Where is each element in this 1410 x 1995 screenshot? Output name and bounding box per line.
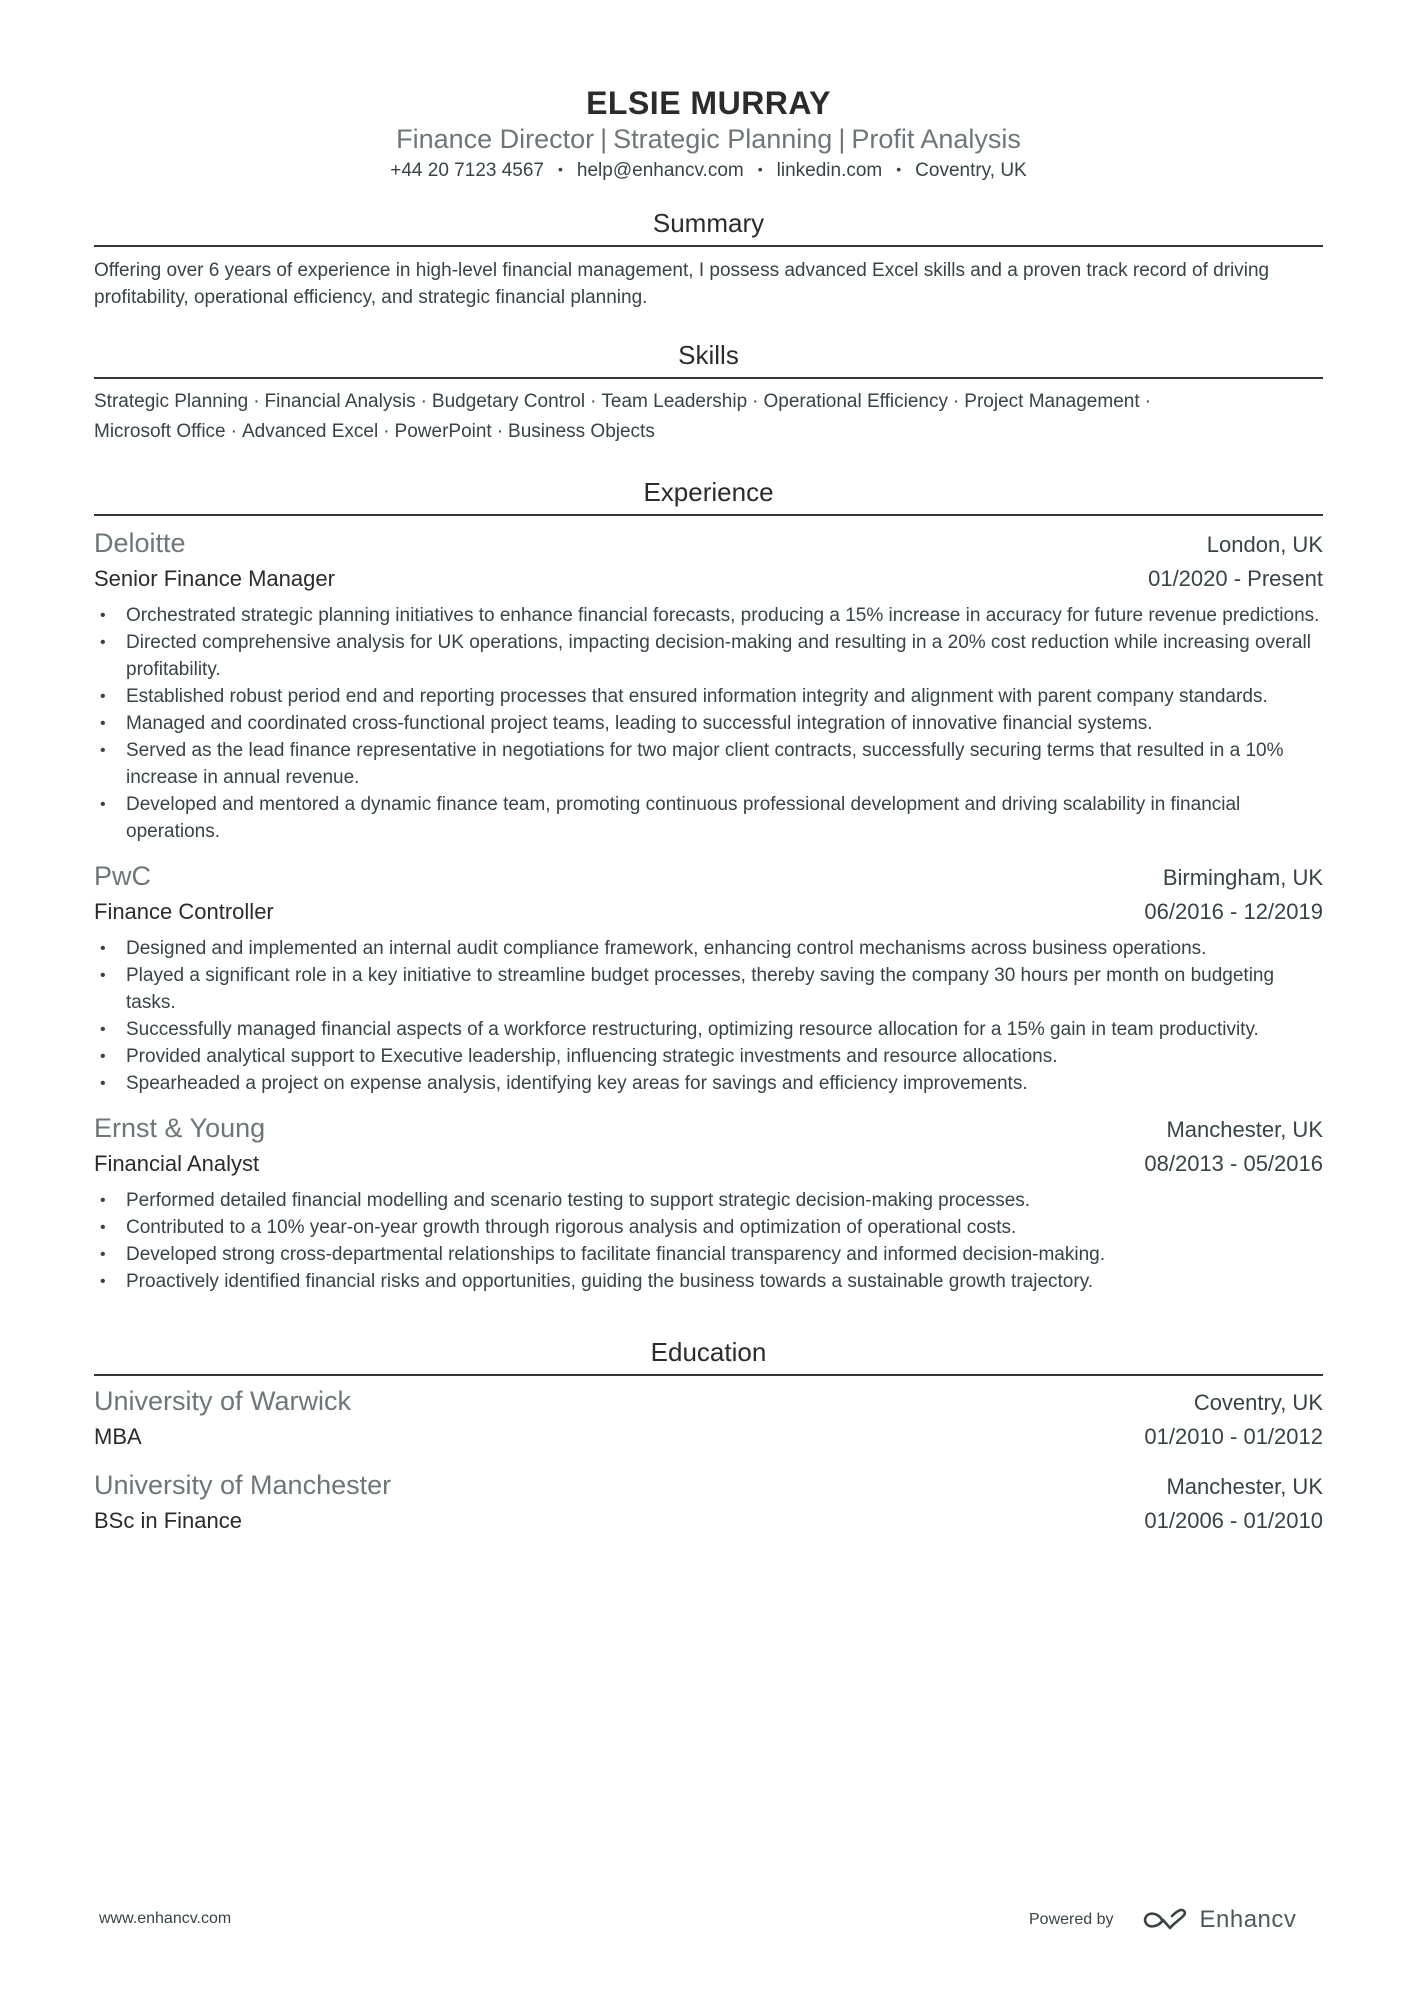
skill-item: PowerPoint bbox=[394, 421, 492, 442]
powered-by-badge[interactable] bbox=[1029, 1906, 1296, 1934]
company-name: PwC bbox=[94, 861, 152, 891]
powered-by-label: Powered by bbox=[1029, 1911, 1114, 1928]
bullet-item: • Provided analytical support to Executive leadership, influencing strategic investments and resource allocations. bbox=[94, 1043, 1323, 1070]
bullet-item: • Successfully managed financial aspects of a workforce restructuring, optimizing resource allocation for a 15% gain in team productivity. bbox=[94, 1016, 1323, 1043]
linkedin-link[interactable]: linkedin.com bbox=[776, 160, 883, 181]
degree: MBA bbox=[94, 1424, 142, 1449]
education-entry bbox=[94, 1468, 1323, 1538]
location: Coventry, UK bbox=[915, 160, 1027, 181]
bullet-item: • Played a significant role in a key initiative to streamline budget processes, thereby saving the company 30 hours per month on budgeting tasks. bbox=[94, 962, 1323, 1016]
bullet-item: • Developed strong cross-departmental relationships to facilitate financial transparency and informed decision-making. bbox=[94, 1241, 1323, 1268]
skill-item: Microsoft Office bbox=[94, 421, 226, 442]
job-bullets bbox=[94, 602, 1323, 845]
education-dates: 01/2010 - 01/2012 bbox=[1144, 1424, 1323, 1449]
education-dates: 01/2006 - 01/2010 bbox=[1144, 1508, 1323, 1533]
experience-entry bbox=[94, 859, 1323, 1097]
skill-separator: · bbox=[952, 391, 960, 412]
section-heading-experience: Experience bbox=[94, 475, 1323, 516]
job-location: London, UK bbox=[1206, 532, 1323, 557]
bullet-item: • Established robust period end and reporting processes that ensured information integrity and alignment with parent company standards. bbox=[94, 683, 1323, 710]
skill-item: Team Leadership bbox=[601, 391, 748, 412]
section-heading-education: Education bbox=[94, 1335, 1323, 1376]
headline bbox=[94, 122, 1323, 156]
school-name: University of Warwick bbox=[94, 1386, 352, 1416]
summary-section bbox=[94, 206, 1323, 311]
contact-info bbox=[94, 156, 1323, 184]
experience-entry bbox=[94, 526, 1323, 845]
headline-title-1: Finance Director bbox=[396, 124, 595, 154]
job-location: Birmingham, UK bbox=[1162, 865, 1323, 890]
skill-item: Operational Efficiency bbox=[763, 391, 948, 412]
skill-separator: · bbox=[230, 421, 237, 442]
skill-separator: · bbox=[752, 391, 759, 412]
skill-item: Strategic Planning bbox=[94, 391, 249, 412]
skill-item: Project Management bbox=[964, 391, 1140, 412]
job-dates: 01/2020 - Present bbox=[1148, 566, 1323, 591]
skill-item: Advanced Excel bbox=[241, 421, 379, 442]
headline-separator: | bbox=[600, 124, 608, 154]
skills-section bbox=[94, 338, 1323, 447]
resume-page bbox=[94, 0, 1323, 1538]
email-link[interactable]: help@enhancv.com bbox=[576, 160, 744, 181]
footer-website-link[interactable]: www.enhancv.com bbox=[99, 1910, 232, 1927]
job-title: Finance Controller bbox=[94, 899, 274, 924]
skill-item: Budgetary Control bbox=[431, 391, 586, 412]
education-entry bbox=[94, 1384, 1323, 1454]
bullet-item: • Proactively identified financial risks and opportunities, guiding the business towards a sustainable growth trajectory. bbox=[94, 1268, 1323, 1295]
bullet-item: • Directed comprehensive analysis for UK operations, impacting decision-making and resulting in a 20% cost reduction while increasing overall profitability. bbox=[94, 629, 1323, 683]
skill-separator: · bbox=[496, 421, 504, 442]
section-heading-summary: Summary bbox=[94, 206, 1323, 247]
headline-separator: | bbox=[838, 124, 846, 154]
bullet-item: • Served as the lead finance representative in negotiations for two major client contracts, successfully securing terms that resulted in a 10% increase in annual revenue. bbox=[94, 737, 1323, 791]
job-bullets bbox=[94, 935, 1323, 1097]
bullet-item: • Orchestrated strategic planning initiatives to enhance financial forecasts, producing a 15% increase in accuracy for future revenue predictions. bbox=[94, 602, 1323, 629]
experience-entry bbox=[94, 1111, 1323, 1295]
skill-item: Business Objects bbox=[508, 421, 655, 442]
bullet-item: • Contributed to a 10% year-on-year growth through rigorous analysis and optimization of operational costs. bbox=[94, 1214, 1323, 1241]
enhancv-wordmark: Enhancv bbox=[1199, 1906, 1297, 1933]
resume-header bbox=[94, 0, 1323, 184]
skill-separator: · bbox=[1144, 391, 1151, 412]
skill-separator: · bbox=[383, 421, 390, 442]
company-name: Ernst & Young bbox=[94, 1113, 266, 1143]
candidate-name: ELSIE MURRAY bbox=[586, 85, 831, 121]
company-name: Deloitte bbox=[94, 528, 186, 558]
bullet-item: • Managed and coordinated cross-functional project teams, leading to successful integration of innovative financial systems. bbox=[94, 710, 1323, 737]
school-location: Manchester, UK bbox=[1166, 1474, 1323, 1499]
skill-item: Financial Analysis bbox=[264, 391, 416, 412]
summary-text: Offering over 6 years of experience in high-level financial management, I possess advanced Excel skills and a proven track record of driving profitability, operational efficiency, and strategic financial planning. bbox=[94, 260, 1270, 308]
contact-separator: • bbox=[896, 161, 902, 177]
education-section bbox=[94, 1335, 1323, 1538]
school-location: Coventry, UK bbox=[1193, 1390, 1323, 1415]
school-name: University of Manchester bbox=[94, 1470, 392, 1500]
enhancv-logo bbox=[1142, 1906, 1297, 1934]
job-title: Senior Finance Manager bbox=[94, 566, 335, 591]
skills-list bbox=[94, 387, 1323, 447]
bullet-item: • Designed and implemented an internal audit compliance framework, enhancing control mechanisms across business operations. bbox=[94, 935, 1323, 962]
job-dates: 06/2016 - 12/2019 bbox=[1144, 899, 1323, 924]
contact-separator: • bbox=[558, 161, 563, 177]
bullet-item: • Developed and mentored a dynamic finance team, promoting continuous professional development and driving scalability in financial operations. bbox=[94, 791, 1323, 845]
phone: +44 20 7123 4567 bbox=[390, 160, 545, 181]
enhancv-logo-icon bbox=[1142, 1907, 1190, 1933]
job-location: Manchester, UK bbox=[1166, 1117, 1323, 1142]
job-dates: 08/2013 - 05/2016 bbox=[1144, 1151, 1323, 1176]
headline-title-2: Strategic Planning bbox=[613, 124, 833, 154]
section-heading-skills: Skills bbox=[94, 338, 1323, 379]
page-footer bbox=[0, 1900, 1410, 1940]
experience-section bbox=[94, 475, 1323, 1295]
job-bullets bbox=[94, 1187, 1323, 1295]
contact-separator: • bbox=[757, 161, 763, 177]
skill-separator: · bbox=[590, 391, 597, 412]
bullet-item: • Performed detailed financial modelling and scenario testing to support strategic decision-making processes. bbox=[94, 1187, 1323, 1214]
job-title: Financial Analyst bbox=[94, 1151, 260, 1176]
skill-separator: · bbox=[253, 391, 260, 412]
bullet-item: • Spearheaded a project on expense analysis, identifying key areas for savings and efficiency improvements. bbox=[94, 1070, 1323, 1097]
skill-separator: · bbox=[420, 391, 427, 412]
headline-title-3: Profit Analysis bbox=[851, 124, 1021, 154]
degree: BSc in Finance bbox=[94, 1508, 242, 1533]
